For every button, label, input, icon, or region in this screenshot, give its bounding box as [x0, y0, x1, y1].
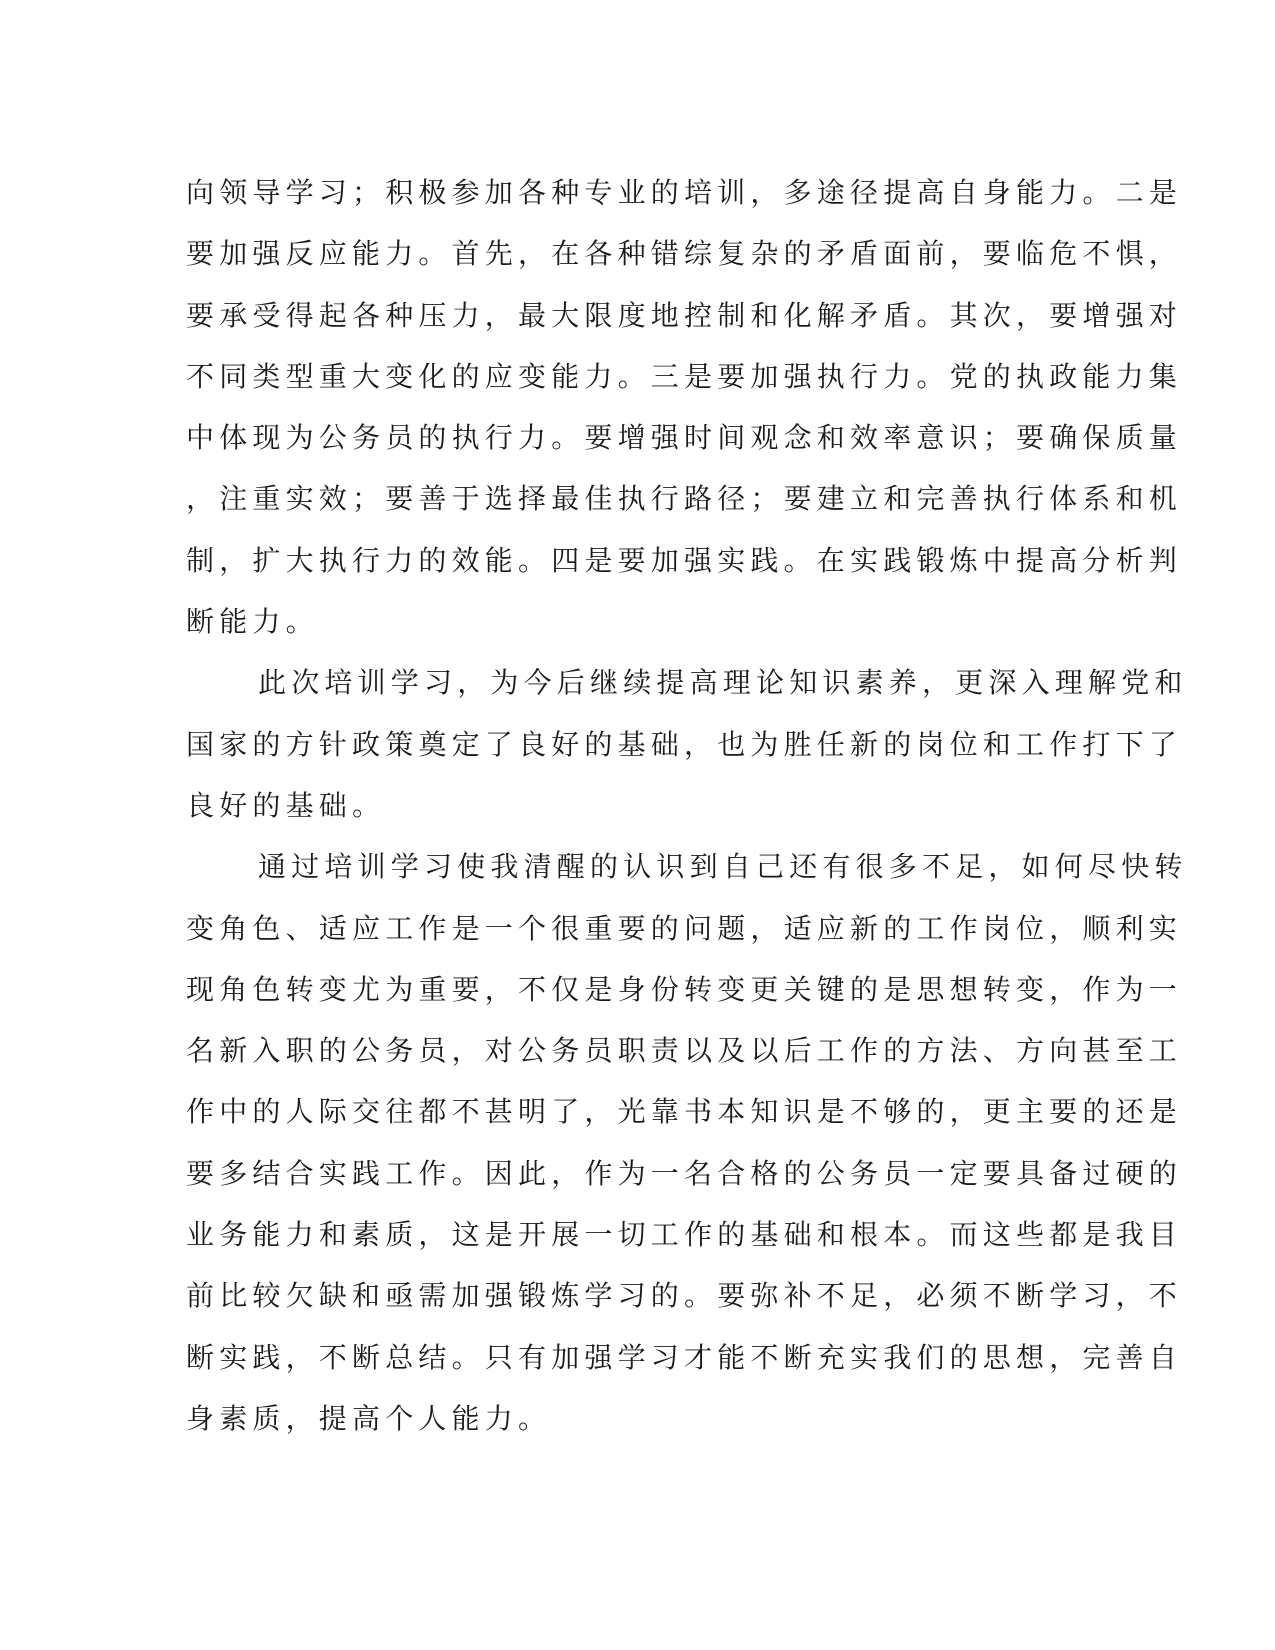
paragraph-line: 此次培训学习，为今后继续提高理论知识素养，更深入理解党和: [258, 666, 1188, 700]
paragraph-line: 通过培训学习使我清醒的认识到自己还有很多不足，如何尽快转: [258, 850, 1188, 884]
paragraph-line: 断能力。: [186, 605, 319, 639]
paragraph-3: [186, 836, 1188, 1449]
paragraph-line: 断实践，不断总结。只有加强学习才能不断充实我们的思想，完善自: [186, 1340, 1183, 1374]
paragraph-line: 良好的基础。: [186, 788, 386, 822]
paragraph-line: 作中的人际交往都不甚明了，光靠书本知识是不够的，更主要的还是: [186, 1095, 1183, 1129]
paragraph-line: 不同类型重大变化的应变能力。三是要加强执行力。党的执政能力集: [186, 359, 1183, 393]
paragraph-line: 要承受得起各种压力，最大限度地控制和化解矛盾。其次，要增强对: [186, 298, 1183, 332]
paragraph-line: 中体现为公务员的执行力。要增强时间观念和效率意识；要确保质量: [186, 421, 1183, 455]
paragraph-line: 变角色、适应工作是一个很重要的问题，适应新的工作岗位，顺利实: [186, 911, 1183, 945]
paragraph-line: 国家的方针政策奠定了良好的基础，也为胜任新的岗位和工作打下了: [186, 727, 1183, 761]
paragraph-line: 业务能力和素质，这是开展一切工作的基础和根本。而这些都是我目: [186, 1218, 1183, 1252]
paragraph-line: 要加强反应能力。首先，在各种错综复杂的矛盾面前，要临危不惧，: [186, 237, 1183, 271]
paragraph-1: [186, 162, 1183, 652]
paragraph-line: 要多结合实践工作。因此，作为一名合格的公务员一定要具备过硬的: [186, 1156, 1183, 1190]
paragraph-line: 制，扩大执行力的效能。四是要加强实践。在实践锻炼中提高分析判: [186, 543, 1183, 577]
document-body: [186, 162, 1188, 1449]
paragraph-2: [186, 652, 1188, 836]
paragraph-line: 前比较欠缺和亟需加强锻炼学习的。要弥补不足，必须不断学习，不: [186, 1279, 1183, 1313]
paragraph-line: 向领导学习；积极参加各种专业的培训，多途径提高自身能力。二是: [186, 176, 1183, 209]
paragraph-line: 身素质，提高个人能力。: [186, 1401, 552, 1435]
paragraph-line: 现角色转变尤为重要，不仅是身份转变更关键的是思想转变，作为一: [186, 972, 1183, 1006]
paragraph-line: ，注重实效；要善于选择最佳执行路径；要建立和完善执行体系和机: [186, 482, 1183, 516]
paragraph-line: 名新入职的公务员，对公务员职责以及以后工作的方法、方向甚至工: [186, 1034, 1183, 1068]
